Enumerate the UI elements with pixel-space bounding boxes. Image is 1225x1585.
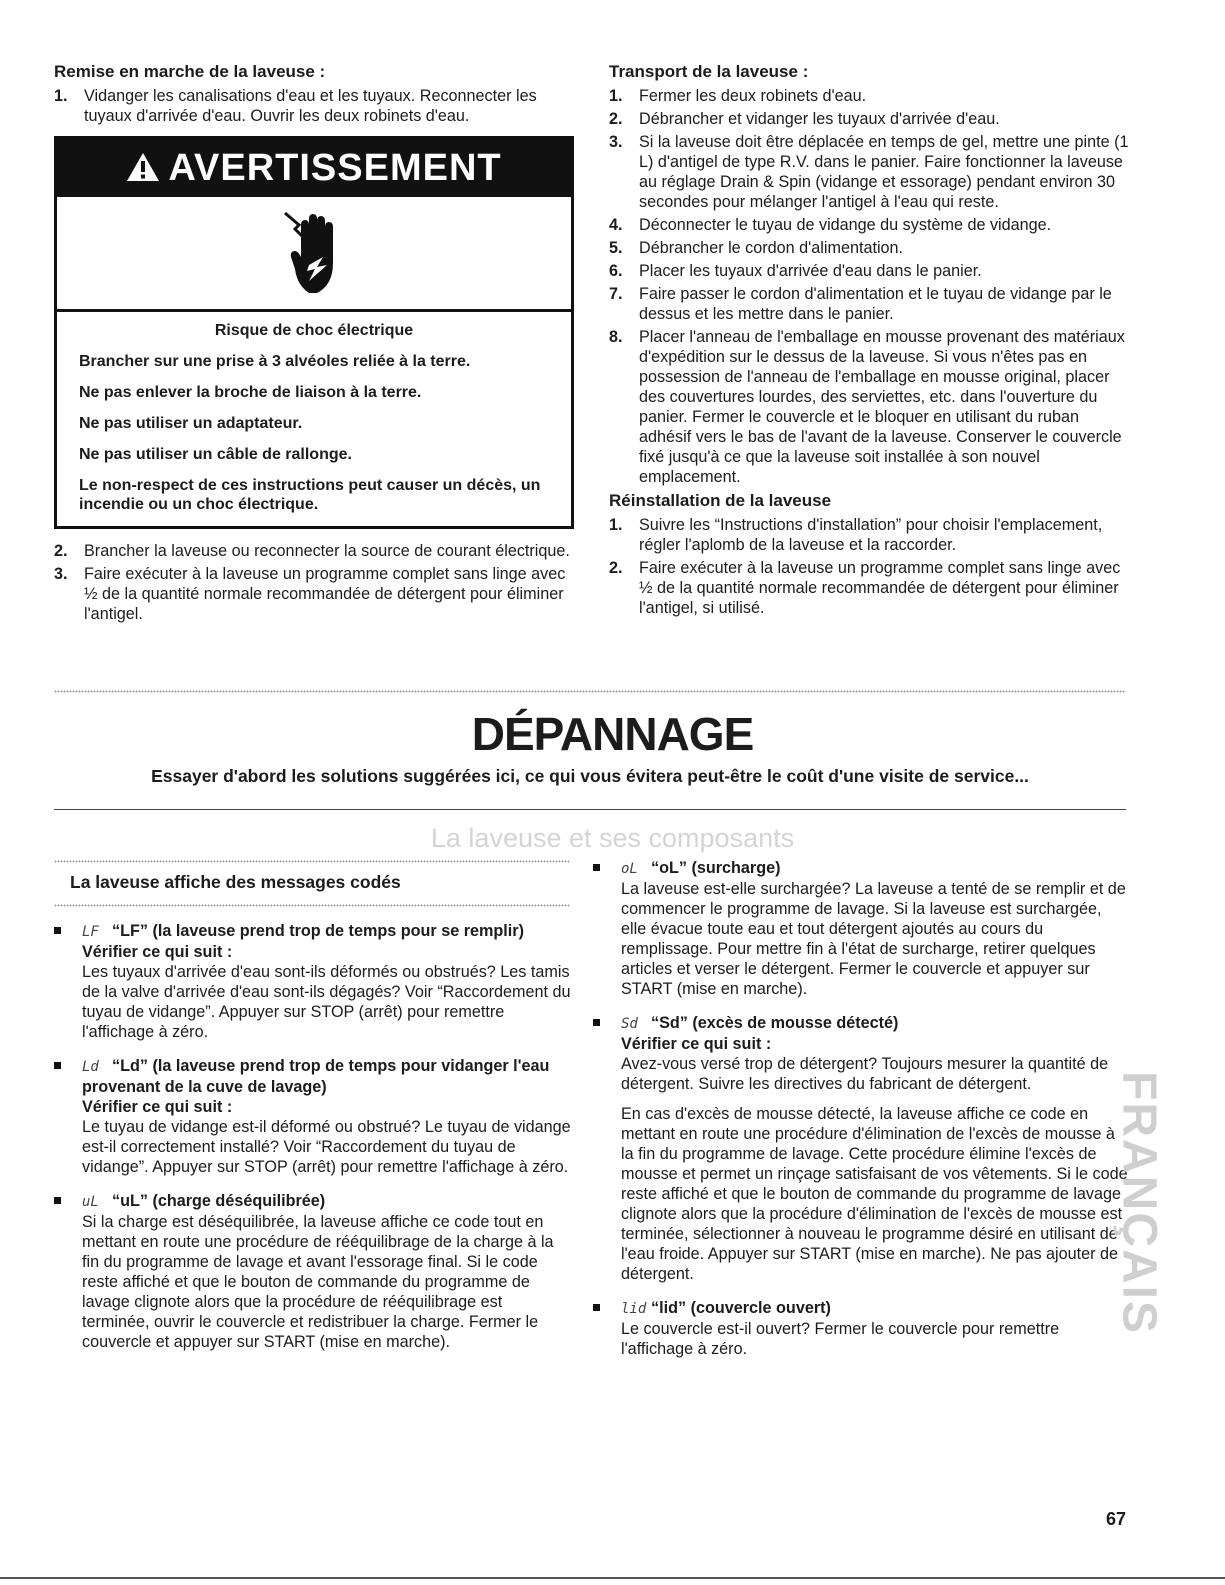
- restart-steps-before: [54, 86, 574, 126]
- bullet-icon: [54, 1197, 61, 1204]
- language-tab: FRANÇAIS: [1112, 1071, 1166, 1335]
- error-code-item: oL “oL” (surcharge) La laveuse est-elle surchargée? La laveuse a tenté de se remplir et de commencer le programme de lavage. Si la laveuse est surchargée, elle évacue toute eau et tout détergent ajoutés au cours du remplissage. Pour mettre fin à l'état de surcharge, retirer quelques articles et verser le détergent. Fermer le couvercle et appuyer sur START (mise en marche).: [593, 858, 1129, 999]
- dotted-divider: [54, 690, 1126, 693]
- warning-line: Ne pas enlever la broche de liaison à la terre.: [79, 384, 422, 401]
- warning-subtitle: Risque de choc électrique: [214, 322, 414, 339]
- restart-section: [54, 62, 574, 627]
- electric-shock-hand-icon: [57, 197, 571, 312]
- ul-code-icon: uL: [82, 1194, 99, 1210]
- lid-code-icon: lid: [621, 1301, 647, 1317]
- list-item: 1. Fermer les deux robinets d'eau.: [609, 87, 867, 105]
- list-item: 2. Faire exécuter à la laveuse un programme complet sans linge avec ½ de la quantité normale recommandée de détergent pour éliminer l'antigel, si utilisé.: [609, 559, 1121, 617]
- list-item: 2. Brancher la laveuse ou reconnecter la source de courant électrique.: [54, 542, 570, 560]
- warning-header: [57, 139, 571, 197]
- restart-heading: Remise en marche de la laveuse :: [54, 62, 326, 81]
- sd-code-icon: Sd: [621, 1016, 638, 1032]
- list-item: 6. Placer les tuyaux d'arrivée d'eau dans le panier.: [609, 262, 982, 280]
- bullet-icon: [54, 1062, 61, 1069]
- warning-triangle-icon: [126, 141, 160, 199]
- list-item: 7. Faire passer le cordon d'alimentation et le tuyau de vidange par le dessus et les mettre dans le panier.: [609, 285, 1112, 323]
- list-item: 3. Si la laveuse doit être déplacée en temps de gel, mettre une pinte (1 L) d'antigel de type R.V. dans le panier. Faire fonctionner la laveuse au réglage Drain & Spin (vidange et essorage) pendant environ 30 secondes pour mélanger l'antigel à l'eau qui reste.: [609, 133, 1129, 211]
- list-item: 1. Suivre les “Instructions d'installation” pour choisir l'emplacement, régler l'aplomb de la laveuse et la raccorder.: [609, 516, 1103, 554]
- warning-title: AVERTISSEMENT: [168, 147, 502, 189]
- ol-code-icon: oL: [621, 861, 638, 877]
- warning-line: Le non-respect de ces instructions peut causer un décès, un incendie ou un choc électrique.: [79, 477, 541, 513]
- list-item: 2. Débrancher et vidanger les tuyaux d'arrivée d'eau.: [609, 110, 1000, 128]
- list-item: 8. Placer l'anneau de l'emballage en mousse provenant des matériaux d'expédition sur le dessus de la laveuse. Si vous n'êtes pas en possession de l'anneau de l'emballage en mousse original, placer des couvertures lourdes, des serviettes, etc. dans l'ouverture du panier. Fermer le couvercle et le bloquer en utilisant du ruban adhésif vers le bas de l'avant de la laveuse. Conserver le couvercle fixé jusqu'à ce que la laveuse soit installée à son nouvel emplacement.: [609, 328, 1125, 486]
- transport-steps: [609, 86, 1129, 487]
- bottom-border: [0, 1577, 1225, 1579]
- subsection-title: La laveuse affiche des messages codés: [70, 872, 401, 892]
- page-title: DÉPANNAGE: [471, 708, 754, 760]
- transport-section: [609, 62, 1129, 621]
- codes-left-column: [54, 860, 574, 1352]
- restart-steps-after: [54, 541, 574, 624]
- divider: [54, 809, 1126, 810]
- reinstall-steps: [609, 515, 1129, 618]
- bullet-icon: [593, 1304, 600, 1311]
- error-code-item: lid “lid” (couvercle ouvert) Le couvercle est-il ouvert? Fermer le couvercle pour remettre l'affichage à zéro.: [593, 1298, 1129, 1359]
- warning-box: [54, 136, 574, 529]
- warning-line: Ne pas utiliser un adaptateur.: [79, 415, 303, 432]
- transport-heading: Transport de la laveuse :: [609, 62, 809, 81]
- bullet-icon: [593, 1019, 600, 1026]
- section-title: La laveuse et ses composants: [430, 823, 795, 853]
- subsection-header: [54, 860, 574, 907]
- error-code-item: uL “uL” (charge déséquilibrée) Si la charge est déséquilibrée, la laveuse affiche ce code tout en mettant en route une procédure de rééquilibrage de la charge à la fin du programme de lavage et avant l'essorage final. Si le code reste affiché et que le bouton de commande du programme de lavage clignote alors que la procédure de rééquilibrage est terminée, ouvrir le couvercle et redistribuer la charge. Fermer le couvercle et appuyer sur START (mise en marche).: [54, 1191, 574, 1352]
- bullet-icon: [593, 864, 600, 871]
- warning-line: Brancher sur une prise à 3 alvéoles reliée à la terre.: [79, 353, 471, 370]
- page-subtitle: Essayer d'abord les solutions suggérées ici, ce qui vous évitera peut-être le coût d'une visite de service...: [151, 766, 1029, 786]
- warning-line: Ne pas utiliser un câble de rallonge.: [79, 446, 352, 463]
- codes-right-column: [593, 858, 1129, 1359]
- list-item: 1. Vidanger les canalisations d'eau et les tuyaux. Reconnecter les tuyaux d'arrivée d'eau. Ouvrir les deux robinets d'eau.: [54, 87, 537, 125]
- warning-body: [57, 312, 571, 526]
- ld-code-icon: Ld: [82, 1059, 99, 1075]
- list-item: 3. Faire exécuter à la laveuse un programme complet sans linge avec ½ de la quantité normale recommandée de détergent pour éliminer l'antigel.: [54, 565, 566, 623]
- list-item: 5. Débrancher le cordon d'alimentation.: [609, 239, 904, 257]
- page-number: 67: [1105, 1509, 1126, 1529]
- list-item: 4. Déconnecter le tuyau de vidange du système de vidange.: [609, 216, 1052, 234]
- error-code-item: Sd “Sd” (excès de mousse détecté) Vérifier ce qui suit : Avez-vous versé trop de détergent? Toujours mesurer la quantité de détergent. Suivre les directives du fabricant de détergent. En cas d'excès de mousse détecté, la laveuse affiche ce code en mettant en route une procédure d'élimination de l'excès de mousse à la fin du programme de lavage. Cette procédure élimine l'excès de mousse et permet un rinçage satisfaisant de vos vêtements. Si le code reste affiché et que le bouton de commande du programme de lavage clignote alors que la procédure d'élimination de l'excès de mousse est terminée, sélectionner à nouveau le programme désiré en utilisant de l'eau froide. Appuyer sur START (mise en marche). Ne pas ajouter de détergent.: [593, 1013, 1129, 1284]
- lf-code-icon: LF: [82, 924, 99, 940]
- bullet-icon: [54, 927, 61, 934]
- reinstall-heading: Réinstallation de la laveuse: [609, 491, 832, 510]
- error-code-item: Ld “Ld” (la laveuse prend trop de temps pour vidanger l'eau provenant de la cuve de lavage) Vérifier ce qui suit : Le tuyau de vidange est-il déformé ou obstrué? Le tuyau de vidange est-il correctement installé? Voir “Raccordement du tuyau de vidange”. Appuyer sur STOP (arrêt) pour remettre l'affichage à zéro.: [54, 1056, 574, 1177]
- error-code-item: LF “LF” (la laveuse prend trop de temps pour se remplir) Vérifier ce qui suit : Les tuyaux d'arrivée d'eau sont-ils déformés ou obstrués? Les tamis de la valve d'arrivée d'eau sont-ils dégagés? Voir “Raccordement du tuyau de vidange”. Appuyer sur STOP (arrêt) pour remettre l'affichage à zéro.: [54, 921, 574, 1042]
